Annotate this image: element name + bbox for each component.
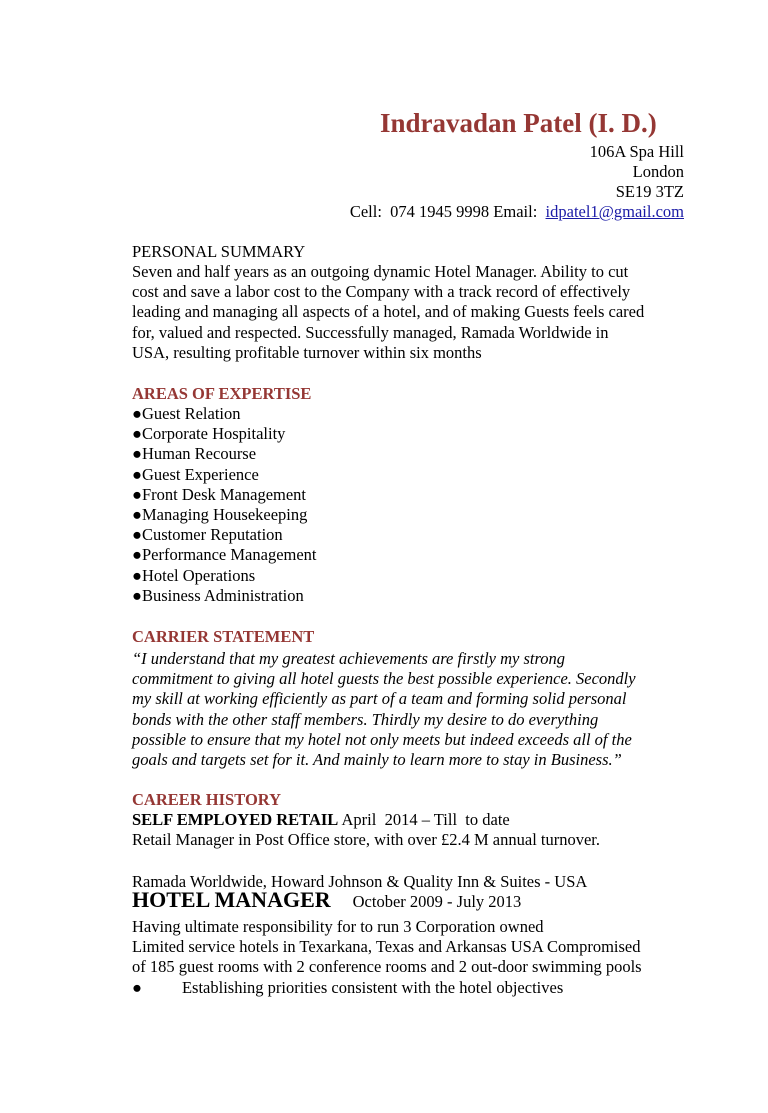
job2-header <box>132 887 522 912</box>
summary-text <box>132 262 644 363</box>
summary-line: Seven and half years as an outgoing dynamic Hotel Manager. Ability to cut <box>132 262 629 281</box>
summary-line: USA, resulting profitable turnover within six months <box>132 342 482 362</box>
job2-line: Limited service hotels in Texarkana, Texas and Arkansas USA Compromised <box>132 937 641 957</box>
bullet-icon: ● <box>132 978 142 997</box>
job2-dates: October 2009 - July 2013 <box>352 892 522 911</box>
contact-line <box>350 202 684 222</box>
job2-line: of 185 guest rooms with 2 conference rooms and 2 out-door swimming pools <box>132 957 642 977</box>
summary-line: for, valued and respected. Successfully managed, Ramada Worldwide in <box>132 322 609 342</box>
email-link[interactable]: idpatel1@gmail.com <box>545 202 684 221</box>
expertise-item: ●Customer Reputation <box>132 525 283 545</box>
statement-line: commitment to giving all hotel guests the best possible experience. Secondly <box>132 669 636 689</box>
job1-header <box>132 810 510 830</box>
expertise-item: ●Managing Housekeeping <box>132 505 308 525</box>
expertise-item: ●Human Recourse <box>132 444 257 464</box>
summary-line: cost and save a labor cost to the Company with a track record of effectively <box>132 282 631 302</box>
statement-line: bonds with the other staff members. Thirdly my desire to do everything <box>132 709 599 729</box>
statement-line: possible to ensure that my hotel not only meets but indeed exceeds all of the <box>132 729 632 749</box>
candidate-name: Indravadan Patel (I. D.) <box>380 108 657 138</box>
expertise-list <box>132 404 317 606</box>
address-line-2: London <box>632 162 684 181</box>
statement-heading: CARRIER STATEMENT <box>132 627 315 646</box>
address-line-1: 106A Spa Hill <box>589 142 684 161</box>
job2-title: HOTEL MANAGER <box>132 887 331 912</box>
job2-line: Having ultimate responsibility for to run 3 Corporation owned <box>132 917 544 936</box>
job1-description: Retail Manager in Post Office store, with over £2.4 M annual turnover. <box>132 830 601 849</box>
contact-prefix: Cell: 074 1945 9998 Email: <box>349 202 546 221</box>
statement-line: my skill at working efficiently as part of a team and forming solid personal <box>132 689 627 709</box>
job1-title: SELF EMPLOYED RETAIL <box>132 810 339 829</box>
expertise-item: ●Front Desk Management <box>132 484 307 504</box>
summary-line: leading and managing all aspects of a hotel, and of making Guests feels cared <box>132 302 645 322</box>
job2-bullet-item <box>132 978 563 998</box>
expertise-heading: AREAS OF EXPERTISE <box>132 384 312 403</box>
job1-dates: April 2014 – Till to date <box>338 810 510 829</box>
address-postcode: SE19 3TZ <box>615 182 684 201</box>
summary-heading: PERSONAL SUMMARY <box>132 242 306 261</box>
job2-description <box>132 917 642 978</box>
expertise-item: ●Business Administration <box>132 585 304 605</box>
bullet-text: Establishing priorities consistent with the hotel objectives <box>181 978 564 997</box>
career-heading: CAREER HISTORY <box>132 790 282 809</box>
job2-company: Ramada Worldwide, Howard Johnson & Quality Inn & Suites - USA <box>132 872 588 891</box>
expertise-item: ●Performance Management <box>132 545 317 565</box>
statement-text <box>132 649 636 770</box>
expertise-item: ●Guest Relation <box>132 404 241 423</box>
expertise-item: ●Hotel Operations <box>132 565 256 585</box>
expertise-item: ●Guest Experience <box>132 464 259 484</box>
statement-line: “I understand that my greatest achievements are firstly my strong <box>132 649 566 668</box>
expertise-item: ●Corporate Hospitality <box>132 424 286 444</box>
statement-line: goals and targets set for it. And mainly to learn more to stay in Business.” <box>132 750 622 770</box>
